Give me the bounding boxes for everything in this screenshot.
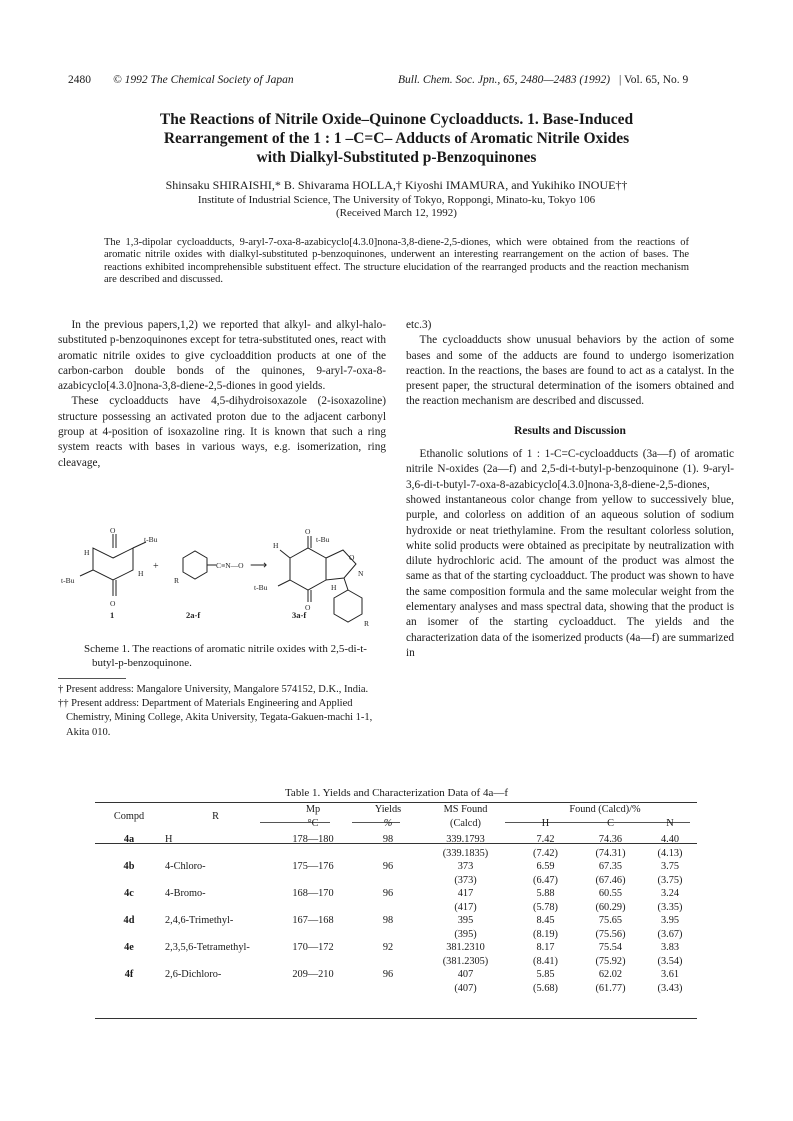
cell-h: 8.45: [536, 915, 555, 926]
cell-c_calc: (60.29): [595, 901, 626, 913]
cell-compd: 4f: [124, 969, 134, 980]
cell-ms_calc: (373): [454, 874, 477, 886]
copyright: © 1992 The Chemical Society of Japan: [113, 74, 294, 86]
data-table: [95, 803, 697, 995]
table-bottom-rule: [95, 1018, 697, 1019]
right-column: [406, 318, 734, 661]
title-line-1: The Reactions of Nitrile Oxide–Quinone Cycloadducts. 1. Base-Induced: [159, 111, 634, 128]
cell-ms: 395: [457, 915, 474, 926]
cell-ms_calc: (395): [454, 928, 477, 940]
volume-info: | Vol. 65, No. 9: [619, 74, 689, 86]
cell-c: 75.65: [598, 915, 623, 926]
scheme-label-tbu-product-2: t-Bu: [254, 583, 268, 592]
cell-yield: 96: [382, 888, 394, 899]
footnotes: [58, 683, 388, 740]
table-row-calc: [95, 874, 697, 888]
col-ms: MS Found: [443, 804, 488, 815]
cell-yield: 96: [382, 969, 394, 980]
scheme-caption: Scheme 1. The reactions of aromatic nitrile oxides with 2,5-di-t-butyl-p-benzoquinone.: [84, 643, 367, 669]
authors: Shinsaku SHIRAISHI,* B. Shivarama HOLLA,† Kiyoshi IMAMURA, and Yukihiko INOUE††: [165, 178, 628, 192]
cell-c_calc: (67.46): [595, 874, 626, 886]
cell-c: 67.35: [598, 861, 623, 872]
cell-ms_calc: (381.2305): [442, 955, 489, 967]
cell-c_calc: (75.92): [595, 955, 626, 967]
table-row-calc: [95, 955, 697, 969]
table-header-row-1: [95, 803, 697, 817]
table-row: [95, 860, 697, 874]
quinone-ring: [93, 548, 133, 580]
cell-mp: 175—176: [292, 861, 334, 872]
scheme-arrow: ⟶: [250, 558, 268, 572]
table-row-calc: [95, 901, 697, 915]
cell-n_calc: (3.67): [657, 928, 683, 940]
cell-mp: 209—210: [292, 969, 334, 980]
cell-ms: 339.1793: [446, 834, 485, 845]
cell-mp: 170—172: [292, 942, 334, 953]
cell-n_calc: (3.35): [657, 901, 683, 913]
cell-mp: 178—180: [292, 834, 334, 845]
cell-h: 6.59: [536, 861, 555, 872]
cell-n_calc: (3.75): [657, 874, 683, 886]
table-row: [95, 914, 697, 928]
scheme-label-h-product: H: [273, 541, 279, 550]
compound-2-label: 2a-f: [186, 610, 201, 620]
col-yields-unit: %: [383, 817, 393, 829]
scheme-label-o-product-bottom: O: [305, 603, 311, 612]
cell-yield: 96: [382, 861, 394, 872]
cell-compd: 4c: [124, 888, 134, 899]
cell-n_calc: (4.13): [657, 847, 683, 859]
etc-line: etc.3): [406, 319, 432, 331]
cell-n_calc: (3.43): [657, 982, 683, 994]
cell-n: 3.95: [660, 915, 680, 926]
cell-r: H: [165, 834, 173, 845]
cell-c_calc: (74.31): [595, 847, 626, 859]
intro-paragraph-2: These cycloadducts have 4,5-dihydroisoxazole (2-isoxazoline) structure possessing an activated proton due to the adjacent carbonyl group at 4-position of isoxazoline ring. It is known that such a ring system reacts with bases in various ways, e.g. isomerization, ring cleavage,: [58, 395, 386, 469]
scheme-nitrile-group: C≡N—O: [216, 561, 244, 570]
cell-h_calc: (8.41): [533, 955, 558, 967]
cell-h: 7.42: [536, 834, 555, 845]
scheme-1-diagram: [58, 528, 388, 640]
cell-c: 74.36: [598, 834, 623, 845]
section-heading: Results and Discussion: [514, 424, 626, 437]
cell-c: 60.55: [598, 888, 623, 899]
cell-n: 3.75: [660, 861, 680, 872]
article-title: [60, 110, 733, 167]
cell-yield: 98: [382, 834, 394, 845]
cell-h_calc: (6.47): [533, 874, 558, 886]
scheme-label-tbu-product: t-Bu: [316, 535, 330, 544]
cell-mp: 167—168: [292, 915, 334, 926]
cell-c_calc: (61.77): [595, 982, 626, 994]
page-number: 2480: [68, 74, 91, 86]
col-c: C: [607, 817, 614, 829]
cell-yield: 98: [382, 915, 394, 926]
scheme-label-h-right: H: [138, 569, 144, 578]
scheme-label-n: N: [358, 569, 364, 578]
cell-compd: 4a: [123, 834, 135, 845]
col-mp-unit: °C: [307, 817, 319, 829]
scheme-label-h-left: H: [84, 548, 90, 557]
cell-c: 62.02: [598, 969, 623, 980]
scheme-label-r-product: R: [364, 619, 370, 628]
compound-3-label: 3a-f: [292, 610, 307, 620]
table-row: [95, 941, 697, 955]
cell-ms: 373: [457, 861, 474, 872]
cell-ms_calc: (339.1835): [442, 847, 489, 859]
cell-h_calc: (8.19): [533, 928, 558, 940]
cell-h: 5.88: [536, 888, 555, 899]
cell-r: 2,4,6-Trimethyl-: [165, 915, 234, 926]
cell-c_calc: (75.56): [595, 928, 626, 940]
cell-h_calc: (5.68): [533, 982, 558, 994]
cell-n_calc: (3.54): [657, 955, 683, 967]
cell-yield: 92: [382, 942, 394, 953]
intro-paragraph-1: In the previous papers,1,2) we reported that alkyl- and alkyl-halo-substituted p-benzoquinones except for tetra-substituted ones, react with aromatic nitrile oxides to give cycloaddition products at one of the carbon-carbon double bonds of the quinones, 9-aryl-7-oxa-8-azabicyclo[4.3.0]nona-3,8-diene-2,5-diones in good yields.: [58, 319, 386, 393]
affiliation: Institute of Industrial Science, The University of Tokyo, Roppongi, Minato-ku, Tokyo 106: [197, 194, 596, 206]
cell-h: 5.85: [536, 969, 555, 980]
col-mp: Mp: [305, 804, 321, 815]
cell-n: 3.61: [660, 969, 680, 980]
col-compd: Compd: [113, 810, 145, 822]
scheme-label-o-ring: O: [349, 553, 355, 562]
right-paragraph-1: The cycloadducts show unusual behaviors by the action of some bases and some of the adducts are found to undergo isomerization reaction. In the reactions, the bases are found to act as a catalyst. In the present paper, the structural determination of the isomers obtained and the reaction mechanism are described and discussed.: [406, 334, 734, 408]
footnote-rule: [58, 678, 126, 679]
table-row-calc: [95, 982, 697, 996]
cell-ms_calc: (407): [454, 982, 477, 994]
footnote-1: † Present address: Mangalore University, Mangalore 574152, D.K., India.: [58, 684, 369, 695]
col-h: H: [541, 817, 550, 829]
affiliation-block: [60, 194, 733, 220]
cell-r: 4-Chloro-: [165, 861, 206, 872]
cell-ms: 407: [457, 969, 474, 980]
cell-compd: 4d: [123, 915, 135, 926]
cell-r: 4-Bromo-: [165, 888, 206, 899]
scheme-label-o-product: O: [305, 528, 311, 536]
cell-c: 75.54: [598, 942, 623, 953]
cell-h_calc: (5.78): [533, 901, 558, 913]
table-row: [95, 833, 697, 847]
received-date: (Received March 12, 1992): [336, 207, 457, 219]
cell-mp: 168—170: [292, 888, 334, 899]
table-body: [95, 833, 697, 995]
cell-h: 8.17: [536, 942, 555, 953]
scheme-label-h-ring: H: [331, 583, 337, 592]
table-row: [95, 887, 697, 901]
left-column: [58, 318, 386, 471]
title-line-2: Rearrangement of the 1 : 1 –C=C– Adducts of Aromatic Nitrile Oxides: [163, 130, 630, 147]
col-n: N: [666, 817, 674, 829]
cell-n: 3.24: [660, 888, 680, 899]
cell-n: 4.40: [660, 834, 680, 845]
col-ms-sub: (Calcd): [450, 817, 481, 829]
cell-ms_calc: (417): [454, 901, 477, 913]
scheme-label-r: R: [174, 576, 180, 585]
title-line-3: with Dialkyl-Substituted p-Benzoquinones: [256, 149, 537, 166]
cell-ms: 381.2310: [446, 942, 485, 953]
table-caption: Table 1. Yields and Characterization Data of 4a—f: [284, 787, 508, 799]
cell-r: 2,3,5,6-Tetramethyl-: [165, 942, 250, 953]
table-row-calc: [95, 847, 697, 861]
col-yields: Yields: [374, 804, 402, 815]
scheme-label-tbu-left: t-Bu: [61, 576, 75, 585]
col-r: R: [212, 810, 219, 822]
cell-r: 2,6-Dichloro-: [165, 969, 222, 980]
col-found: Found (Calcd)/%: [569, 804, 641, 815]
cell-ms: 417: [457, 888, 474, 899]
cell-n: 3.83: [660, 942, 680, 953]
scheme-label-tbu-right: t-Bu: [144, 535, 158, 544]
scheme-plus: +: [153, 561, 159, 572]
scheme-label-o-top: O: [110, 528, 116, 535]
results-paragraph: Ethanolic solutions of 1 : 1-C=C-cycloadducts (3a—f) of aromatic nitrile N-oxides (2a—f) and 2,5-di-t-butyl-p-benzoquinone (1). 9-aryl-3,6-di-t-butyl-7-oxa-8-azabicyclo[4.3.0]nona-3,8-diene-2,5-diones, showed instantaneous color change from yellow to successively blue, purple, and colorless on addition of an aqueous solution of sodium hydroxide or neat triethylamine. From the resultant colorless solution, white solid products were obtained as precipitate by neutralization with dilute hydrochloric acid. The amount of the product was almost the same as that of the starting cycloadduct. The product was shown to have the same composition formula and the same molecular weight from the elementary analyses and mass spectral data, showing that the product is an isomer of the starting cycloadduct. The yields and the characterization data of the isomerized products (4a—f) are summarized in: [406, 448, 734, 659]
scheme-label-o-bottom: O: [110, 599, 116, 608]
abstract: The 1,3-dipolar cycloadducts, 9-aryl-7-oxa-8-azabicyclo[4.3.0]nona-3,8-diene-2,5-diones, which were obtained from the reactions of aromatic nitrile oxides with dialkyl-substituted p-benzoquinones, underwent an interesting rearrangement on the action of bases. The reactions exhibited incomprehensible substituent effect. The structure elucidation of the rearranged products and the reaction mechanism are described and discussed.: [104, 237, 689, 285]
table-row: [95, 968, 697, 982]
cell-h_calc: (7.42): [533, 847, 558, 859]
table-row-calc: [95, 928, 697, 942]
compound-1-label: 1: [110, 610, 115, 620]
footnote-2: †† Present address: Department of Materials Engineering and Applied Chemistry, Mining College, Akita University, Tegata-Gakuen-machi 1-1, Akita 010.: [58, 698, 373, 738]
journal-citation: Bull. Chem. Soc. Jpn., 65, 2480—2483 (1992): [398, 74, 611, 86]
cell-compd: 4b: [123, 861, 135, 872]
cell-compd: 4e: [124, 942, 134, 953]
